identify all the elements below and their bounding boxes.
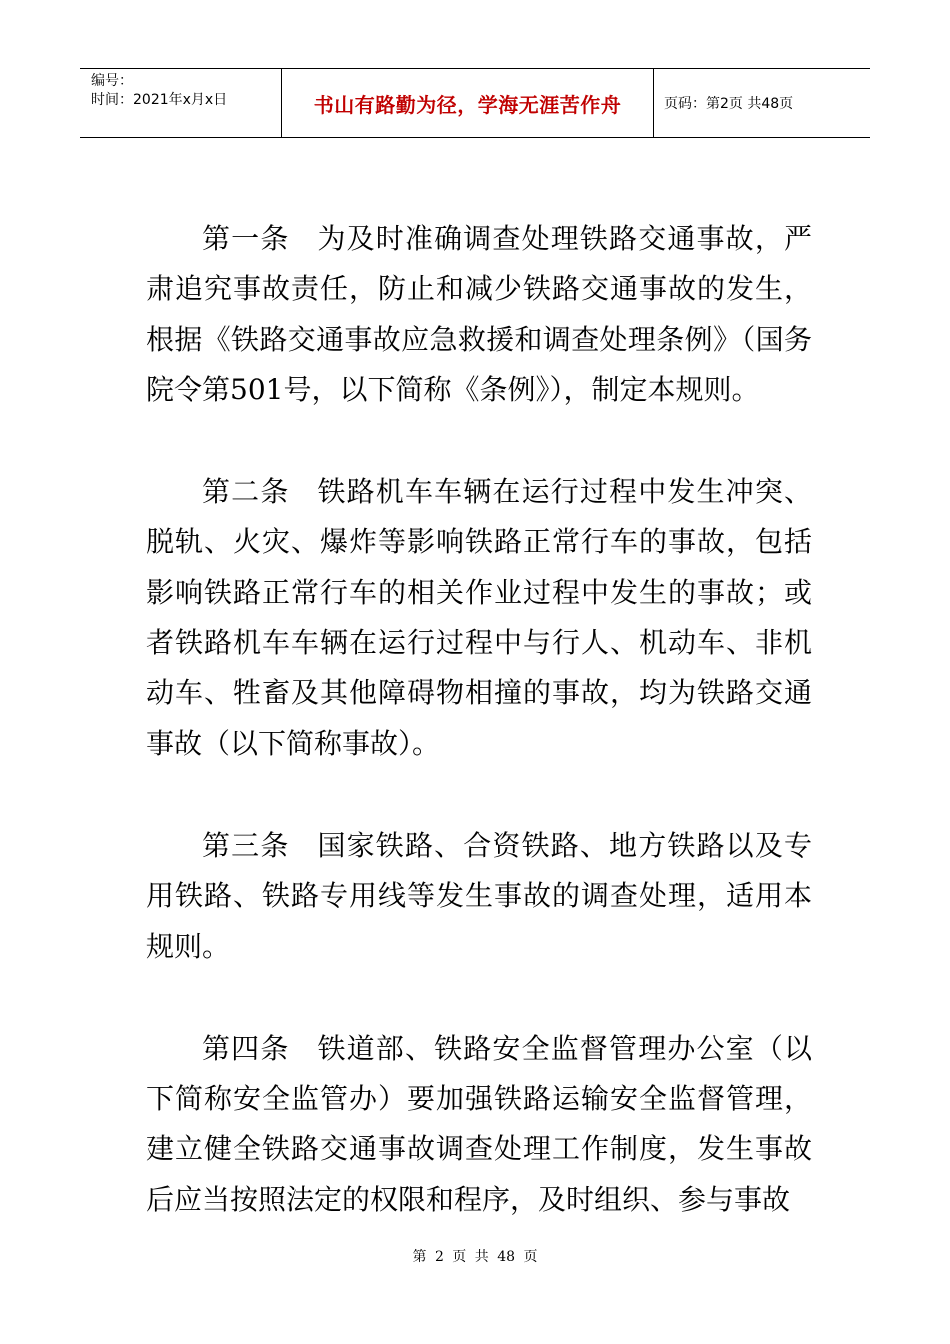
article-number: 第二条 xyxy=(202,475,290,509)
page-header xyxy=(80,68,870,138)
document-time-label: 时间：2021年x月x日 xyxy=(91,92,228,108)
article-text: 为及时准确调查处理铁路交通事故，严肃追究事故责任，防止和减少铁路交通事故的发生，根据《铁路交通事故应急救援和调查处理条例》（国务院令第501号，以下简称《条例》），制定本规则。 xyxy=(146,222,812,406)
article-1 xyxy=(146,214,812,415)
page-footer: 第 2 页 共 48 页 xyxy=(412,1249,538,1265)
document-body xyxy=(146,214,812,1277)
article-3 xyxy=(146,821,812,972)
article-text: 铁道部、铁路安全监督管理办公室（以下简称安全监管办）要加强铁路运输安全监督管理，建立健全铁路交通事故调查处理工作制度，发生事故后应当按照法定的权限和程序，及时组织、参与事故 xyxy=(146,1031,812,1216)
article-4 xyxy=(146,1024,812,1225)
article-2 xyxy=(146,467,812,769)
header-motto: 书山有路勤为径，学海无涯苦作舟 xyxy=(282,69,654,137)
header-page-label: 页码：第2页 共48页 xyxy=(664,96,794,112)
article-text: 铁路机车车辆在运行过程中发生冲突、脱轨、火灾、爆炸等影响铁路正常行车的事故，包括影响铁路正常行车的相关作业过程中发生的事故；或者铁路机车车辆在运行过程中与行人、机动车、非机动车、牲畜及其他障碍物相撞的事故，均为铁路交通事故（以下简称事故）。 xyxy=(146,475,812,760)
article-number: 第一条 xyxy=(202,222,290,255)
header-meta xyxy=(80,69,282,137)
document-number-label: 编号： xyxy=(91,73,133,89)
article-number: 第三条 xyxy=(202,828,290,862)
article-text: 国家铁路、合资铁路、地方铁路以及专用铁路、铁路专用线等发生事故的调查处理，适用本规则。 xyxy=(146,828,812,963)
article-number: 第四条 xyxy=(202,1031,290,1065)
